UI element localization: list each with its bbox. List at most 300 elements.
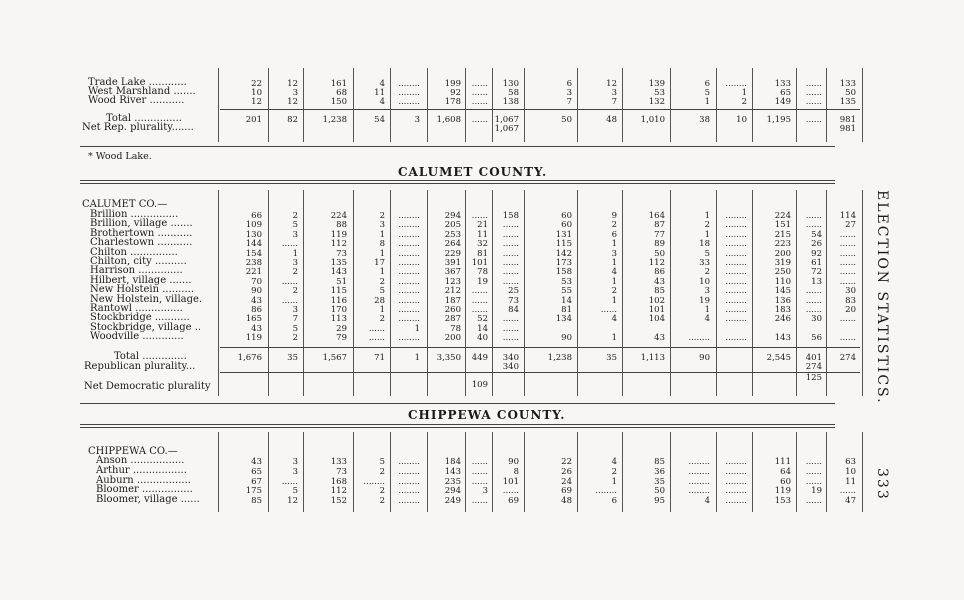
cell-value: 1,676 bbox=[237, 353, 262, 363]
cell-value: 11 bbox=[477, 229, 488, 240]
cell-value: 58 bbox=[508, 88, 519, 98]
cell-value: 110 bbox=[774, 276, 791, 287]
cell-value: ........ bbox=[725, 476, 747, 487]
cell-value: 95 bbox=[654, 496, 665, 507]
cell-value: 33 bbox=[699, 258, 710, 268]
cell-value: 294 bbox=[444, 486, 461, 497]
cell-value: 66 bbox=[251, 211, 262, 221]
cell-value: ........ bbox=[398, 211, 420, 221]
cell-value: 22 bbox=[251, 79, 262, 89]
cell-value: ........ bbox=[725, 295, 747, 306]
cell-value: 1 bbox=[611, 295, 617, 306]
column-rule bbox=[577, 190, 578, 396]
cell-value: 2 bbox=[379, 496, 385, 507]
cell-value: 52 bbox=[477, 314, 488, 325]
cell-value: 26 bbox=[811, 239, 822, 250]
cell-value: 7 bbox=[611, 97, 617, 107]
cell-value: 340 bbox=[502, 362, 519, 372]
cell-value: 4 bbox=[611, 457, 617, 467]
chippewa-heading: CHIPPEWA COUNTY. bbox=[408, 408, 566, 422]
cell-value: 249 bbox=[444, 496, 461, 507]
cell-value: ...... bbox=[502, 248, 519, 259]
column-rule bbox=[218, 68, 219, 142]
cell-value: 2 bbox=[611, 466, 617, 477]
cell-value: 1 bbox=[704, 305, 710, 315]
row-label: Woodville ............. bbox=[90, 331, 184, 343]
cell-value: 4 bbox=[704, 496, 710, 507]
cell-value: 88 bbox=[336, 220, 347, 231]
cell-value: 149 bbox=[774, 97, 791, 107]
row-label: Anson ................. bbox=[96, 455, 185, 466]
cell-value: 123 bbox=[444, 276, 461, 287]
cell-value: 17 bbox=[374, 258, 385, 268]
cell-value: 54 bbox=[374, 115, 385, 125]
cell-value: 63 bbox=[845, 457, 856, 467]
cell-value: 274 bbox=[805, 362, 822, 372]
cell-value: 6 bbox=[566, 79, 572, 89]
cell-value: 5 bbox=[379, 457, 385, 467]
cell-value: 115 bbox=[330, 286, 347, 297]
cell-value: 4 bbox=[611, 314, 617, 325]
cell-value: ........ bbox=[398, 314, 420, 325]
cell-value: 90 bbox=[251, 286, 262, 297]
cell-value: 1,567 bbox=[322, 353, 347, 363]
row-label: Total ............... bbox=[106, 113, 182, 124]
cell-value: 1 bbox=[379, 267, 385, 278]
cell-value: 235 bbox=[444, 476, 461, 487]
cell-value: 9 bbox=[611, 211, 617, 221]
cell-value: ........ bbox=[398, 267, 420, 278]
footnote: * Wood Lake. bbox=[88, 151, 152, 162]
cell-value: ...... bbox=[805, 286, 822, 297]
rule bbox=[80, 424, 835, 425]
cell-value: 2 bbox=[292, 211, 298, 221]
cell-value: 85 bbox=[654, 457, 665, 467]
cell-value: 1,067 bbox=[494, 115, 519, 125]
rule bbox=[80, 183, 835, 184]
cell-value: 60 bbox=[561, 220, 572, 231]
cell-value: 449 bbox=[471, 353, 488, 363]
column-rule bbox=[218, 190, 219, 396]
cell-value: ...... bbox=[502, 276, 519, 287]
cell-value: ...... bbox=[839, 333, 856, 344]
cell-value: 135 bbox=[330, 258, 347, 268]
cell-value: 132 bbox=[648, 97, 665, 107]
cell-value: 184 bbox=[444, 457, 461, 467]
cell-value: 3,350 bbox=[436, 353, 461, 363]
column-rule bbox=[303, 190, 304, 396]
cell-value: 70 bbox=[251, 276, 262, 287]
cell-value: 81 bbox=[477, 248, 488, 259]
cell-value: 119 bbox=[245, 333, 262, 344]
cell-value: ...... bbox=[805, 79, 822, 89]
cell-value: 8 bbox=[379, 239, 385, 250]
rule bbox=[80, 427, 835, 428]
cell-value: 183 bbox=[774, 305, 791, 315]
cell-value: 22 bbox=[561, 457, 572, 467]
row-label: Bloomer, village ...... bbox=[96, 494, 200, 506]
cell-value: 187 bbox=[444, 295, 461, 306]
cell-value: 65 bbox=[251, 466, 262, 477]
cell-value: ...... bbox=[281, 239, 298, 250]
cell-value: ...... bbox=[839, 229, 856, 240]
row-label: Harrison .............. bbox=[90, 265, 183, 277]
cell-value: 3 bbox=[414, 115, 420, 125]
cell-value: ...... bbox=[839, 258, 856, 268]
column-rule bbox=[862, 432, 863, 512]
cell-value: 86 bbox=[251, 305, 262, 315]
cell-value: 4 bbox=[379, 97, 385, 107]
cell-value: ........ bbox=[398, 248, 420, 259]
cell-value: 112 bbox=[330, 239, 347, 250]
cell-value: 238 bbox=[245, 258, 262, 268]
cell-value: 114 bbox=[839, 211, 856, 221]
cell-value: 212 bbox=[444, 286, 461, 297]
cell-value: ........ bbox=[398, 457, 420, 467]
cell-value: 90 bbox=[561, 333, 572, 344]
cell-value: ...... bbox=[502, 258, 519, 268]
cell-value: ...... bbox=[805, 457, 822, 467]
cell-value: 401 bbox=[805, 353, 822, 363]
cell-value: 125 bbox=[805, 373, 822, 383]
column-rule bbox=[622, 432, 623, 512]
cell-value: 20 bbox=[845, 305, 856, 315]
cell-value: 144 bbox=[245, 239, 262, 250]
cell-value: 73 bbox=[508, 295, 519, 306]
cell-value: ...... bbox=[502, 323, 519, 334]
cell-value: ...... bbox=[839, 239, 856, 250]
cell-value: 43 bbox=[654, 276, 665, 287]
cell-value: 1,608 bbox=[436, 115, 461, 125]
cell-value: 1 bbox=[611, 333, 617, 344]
cell-value: ...... bbox=[471, 295, 488, 306]
cell-value: ........ bbox=[398, 220, 420, 231]
cell-value: ........ bbox=[398, 496, 420, 507]
cell-value: 134 bbox=[555, 314, 572, 325]
row-label: Arthur ................. bbox=[96, 464, 187, 476]
cell-value: 84 bbox=[508, 305, 519, 315]
cell-value: 26 bbox=[561, 466, 572, 477]
cell-value: 7 bbox=[566, 97, 572, 107]
cell-value: 101 bbox=[648, 305, 665, 315]
county-label: CHIPPEWA CO.— bbox=[88, 446, 178, 457]
cell-value: 260 bbox=[444, 305, 461, 315]
cell-value: 81 bbox=[561, 305, 572, 315]
cell-value: 12 bbox=[251, 97, 262, 107]
row-label: New Holstein .......... bbox=[90, 284, 195, 296]
cell-value: 19 bbox=[699, 295, 710, 306]
cell-value: 12 bbox=[606, 79, 617, 89]
cell-value: 86 bbox=[654, 267, 665, 278]
cell-value: 287 bbox=[444, 314, 461, 325]
cell-value: ........ bbox=[398, 97, 420, 107]
cell-value: 264 bbox=[444, 239, 461, 250]
rule bbox=[80, 146, 835, 147]
cell-value: 67 bbox=[251, 476, 262, 487]
cell-value: 116 bbox=[330, 295, 347, 306]
cell-value: 250 bbox=[774, 267, 791, 278]
cell-value: 21 bbox=[477, 220, 488, 231]
cell-value: 56 bbox=[811, 333, 822, 344]
cell-value: 50 bbox=[654, 248, 665, 259]
cell-value: 5 bbox=[704, 248, 710, 259]
cell-value: ...... bbox=[471, 211, 488, 221]
cell-value: 27 bbox=[845, 220, 856, 231]
cell-value: 1,238 bbox=[322, 115, 347, 125]
row-label: Stockbridge ........... bbox=[90, 312, 190, 324]
cell-value: 50 bbox=[845, 88, 856, 98]
row-label: Chilton ............... bbox=[90, 246, 178, 258]
column-rule bbox=[862, 190, 863, 396]
cell-value: 43 bbox=[251, 457, 262, 467]
cell-value: 11 bbox=[374, 88, 385, 98]
cell-value: 170 bbox=[330, 305, 347, 315]
cell-value: 60 bbox=[561, 211, 572, 221]
cell-value: 111 bbox=[774, 457, 791, 467]
cell-value: ........ bbox=[398, 476, 420, 487]
cell-value: 79 bbox=[336, 333, 347, 344]
cell-value: 1 bbox=[741, 88, 747, 98]
cell-value: 18 bbox=[699, 239, 710, 250]
cell-value: ...... bbox=[281, 476, 298, 487]
cell-value: 158 bbox=[555, 267, 572, 278]
cell-value: 3 bbox=[292, 457, 298, 467]
cell-value: 92 bbox=[811, 248, 822, 259]
cell-value: 2 bbox=[611, 286, 617, 297]
cell-value: ...... bbox=[502, 267, 519, 278]
cell-value: ........ bbox=[725, 496, 747, 507]
cell-value: ...... bbox=[805, 220, 822, 231]
cell-value: 168 bbox=[330, 476, 347, 487]
cell-value: 138 bbox=[502, 97, 519, 107]
cell-value: 47 bbox=[845, 496, 856, 507]
cell-value: 1 bbox=[704, 229, 710, 240]
cell-value: 133 bbox=[330, 457, 347, 467]
cell-value: 152 bbox=[330, 496, 347, 507]
cell-value: 1 bbox=[611, 239, 617, 250]
cell-value: 135 bbox=[839, 97, 856, 107]
cell-value: 205 bbox=[444, 220, 461, 231]
cell-value: 101 bbox=[471, 258, 488, 268]
cell-value: 1,195 bbox=[766, 115, 791, 125]
cell-value: ........ bbox=[688, 457, 710, 467]
cell-value: 12 bbox=[287, 496, 298, 507]
cell-value: 3 bbox=[566, 88, 572, 98]
cell-value: 175 bbox=[245, 486, 262, 497]
cell-value: 215 bbox=[774, 229, 791, 240]
cell-value: 4 bbox=[704, 314, 710, 325]
cell-value: 30 bbox=[845, 286, 856, 297]
row-label: Wood River ........... bbox=[88, 95, 185, 106]
cell-value: ...... bbox=[600, 305, 617, 315]
cell-value: 1 bbox=[414, 323, 420, 334]
rule bbox=[220, 372, 860, 373]
cell-value: 12 bbox=[287, 79, 298, 89]
cell-value: ........ bbox=[398, 286, 420, 297]
cell-value: 1 bbox=[414, 353, 420, 363]
cell-value: ...... bbox=[805, 211, 822, 221]
cell-value: ........ bbox=[725, 258, 747, 268]
cell-value: 115 bbox=[555, 239, 572, 250]
row-label: Stockbridge, village .. bbox=[90, 321, 202, 333]
cell-value: 54 bbox=[811, 229, 822, 240]
cell-value: 73 bbox=[336, 466, 347, 477]
cell-value: 981 bbox=[839, 115, 856, 125]
cell-value: 48 bbox=[606, 115, 617, 125]
cell-value: ...... bbox=[471, 457, 488, 467]
cell-value: ...... bbox=[471, 88, 488, 98]
cell-value: 112 bbox=[648, 258, 665, 268]
cell-value: ........ bbox=[398, 239, 420, 250]
cell-value: 119 bbox=[774, 486, 791, 497]
column-rule bbox=[752, 68, 753, 142]
cell-value: 5 bbox=[379, 286, 385, 297]
cell-value: 2 bbox=[292, 333, 298, 344]
cell-value: 2 bbox=[379, 486, 385, 497]
cell-value: 2 bbox=[379, 276, 385, 287]
cell-value: 53 bbox=[654, 88, 665, 98]
cell-value: 981 bbox=[839, 124, 856, 134]
rule bbox=[220, 109, 860, 110]
cell-value: 25 bbox=[508, 286, 519, 297]
cell-value: 13 bbox=[811, 276, 822, 287]
cell-value: ........ bbox=[398, 295, 420, 306]
cell-value: 200 bbox=[444, 333, 461, 344]
cell-value: 1 bbox=[379, 248, 385, 259]
cell-value: 340 bbox=[502, 353, 519, 363]
cell-value: 102 bbox=[648, 295, 665, 306]
cell-value: 104 bbox=[648, 314, 665, 325]
cell-value: 28 bbox=[374, 295, 385, 306]
cell-value: 161 bbox=[330, 79, 347, 89]
cell-value: 2 bbox=[379, 466, 385, 477]
cell-value: 7 bbox=[292, 314, 298, 325]
cell-value: 6 bbox=[704, 79, 710, 89]
cell-value: 5 bbox=[292, 220, 298, 231]
row-label: New Holstein, village. bbox=[90, 293, 203, 305]
row-label: Brillion, village ....... bbox=[90, 218, 193, 230]
cell-value: 1 bbox=[379, 229, 385, 240]
cell-value: 43 bbox=[251, 295, 262, 306]
cell-value: ...... bbox=[839, 314, 856, 325]
cell-value: ........ bbox=[725, 248, 747, 259]
cell-value: ........ bbox=[725, 314, 747, 325]
cell-value: 53 bbox=[561, 276, 572, 287]
cell-value: ........ bbox=[398, 88, 420, 98]
cell-value: ...... bbox=[502, 229, 519, 240]
cell-value: 10 bbox=[845, 466, 856, 477]
cell-value: 145 bbox=[774, 286, 791, 297]
cell-value: 1 bbox=[292, 248, 298, 259]
cell-value: 143 bbox=[330, 267, 347, 278]
cell-value: ........ bbox=[725, 457, 747, 467]
cell-value: 10 bbox=[736, 115, 747, 125]
cell-value: ...... bbox=[502, 220, 519, 231]
column-rule bbox=[752, 432, 753, 512]
cell-value: ........ bbox=[398, 486, 420, 497]
cell-value: 3 bbox=[704, 286, 710, 297]
cell-value: 119 bbox=[330, 229, 347, 240]
row-label: Chilton, city .......... bbox=[90, 256, 187, 267]
cell-value: 60 bbox=[780, 476, 791, 487]
cell-value: 12 bbox=[287, 97, 298, 107]
cell-value: ........ bbox=[725, 220, 747, 231]
cell-value: 130 bbox=[502, 79, 519, 89]
column-rule bbox=[524, 432, 525, 512]
cell-value: ...... bbox=[471, 115, 488, 125]
rule bbox=[80, 180, 835, 181]
cell-value: 1 bbox=[379, 305, 385, 315]
cell-value: 319 bbox=[774, 258, 791, 268]
cell-value: 89 bbox=[654, 239, 665, 250]
cell-value: ...... bbox=[502, 314, 519, 325]
cell-value: ...... bbox=[805, 295, 822, 306]
row-label: Trade Lake ............ bbox=[88, 77, 187, 88]
cell-value: ...... bbox=[471, 97, 488, 107]
cell-value: 85 bbox=[654, 286, 665, 297]
cell-value: ...... bbox=[471, 79, 488, 89]
row-label: Hilbert, village ....... bbox=[90, 274, 192, 286]
cell-value: 38 bbox=[699, 115, 710, 125]
cell-value: 50 bbox=[561, 115, 572, 125]
cell-value: ........ bbox=[688, 466, 710, 477]
cell-value: ...... bbox=[805, 466, 822, 477]
cell-value: 1,010 bbox=[640, 115, 665, 125]
cell-value: 2 bbox=[611, 220, 617, 231]
cell-value: 2 bbox=[292, 267, 298, 278]
column-rule bbox=[752, 190, 753, 396]
cell-value: 14 bbox=[477, 323, 488, 334]
row-label: Brillion ............... bbox=[90, 209, 179, 220]
cell-value: 136 bbox=[774, 295, 791, 306]
cell-value: ........ bbox=[725, 229, 747, 240]
cell-value: 3 bbox=[292, 258, 298, 268]
cell-value: 154 bbox=[245, 248, 262, 259]
cell-value: ........ bbox=[725, 267, 747, 278]
cell-value: ........ bbox=[725, 486, 747, 497]
rule bbox=[80, 403, 835, 404]
cell-value: 131 bbox=[555, 229, 572, 240]
cell-value: 69 bbox=[508, 496, 519, 507]
cell-value: 224 bbox=[774, 211, 791, 221]
cell-value: 11 bbox=[845, 476, 856, 487]
cell-value: 201 bbox=[245, 115, 262, 125]
cell-value: 3 bbox=[379, 220, 385, 231]
cell-value: 139 bbox=[648, 79, 665, 89]
cell-value: ...... bbox=[805, 115, 822, 125]
cell-value: ........ bbox=[725, 276, 747, 287]
cell-value: 224 bbox=[330, 211, 347, 221]
cell-value: 30 bbox=[811, 314, 822, 325]
cell-value: ........ bbox=[398, 333, 420, 344]
cell-value: 35 bbox=[287, 353, 298, 363]
cell-value: ........ bbox=[688, 476, 710, 487]
cell-value: 2 bbox=[379, 314, 385, 325]
cell-value: ........ bbox=[725, 286, 747, 297]
cell-value: 3 bbox=[611, 248, 617, 259]
cell-value: 50 bbox=[654, 486, 665, 497]
cell-value: ........ bbox=[688, 486, 710, 497]
cell-value: 5 bbox=[704, 88, 710, 98]
cell-value: 68 bbox=[336, 88, 347, 98]
row-label: Rantowl ............... bbox=[90, 303, 183, 314]
cell-value: ........ bbox=[688, 333, 710, 344]
cell-value: 164 bbox=[648, 211, 665, 221]
cell-value: ........ bbox=[725, 211, 747, 221]
column-rule bbox=[303, 432, 304, 512]
cell-value: 2 bbox=[704, 267, 710, 278]
cell-value: 6 bbox=[611, 496, 617, 507]
